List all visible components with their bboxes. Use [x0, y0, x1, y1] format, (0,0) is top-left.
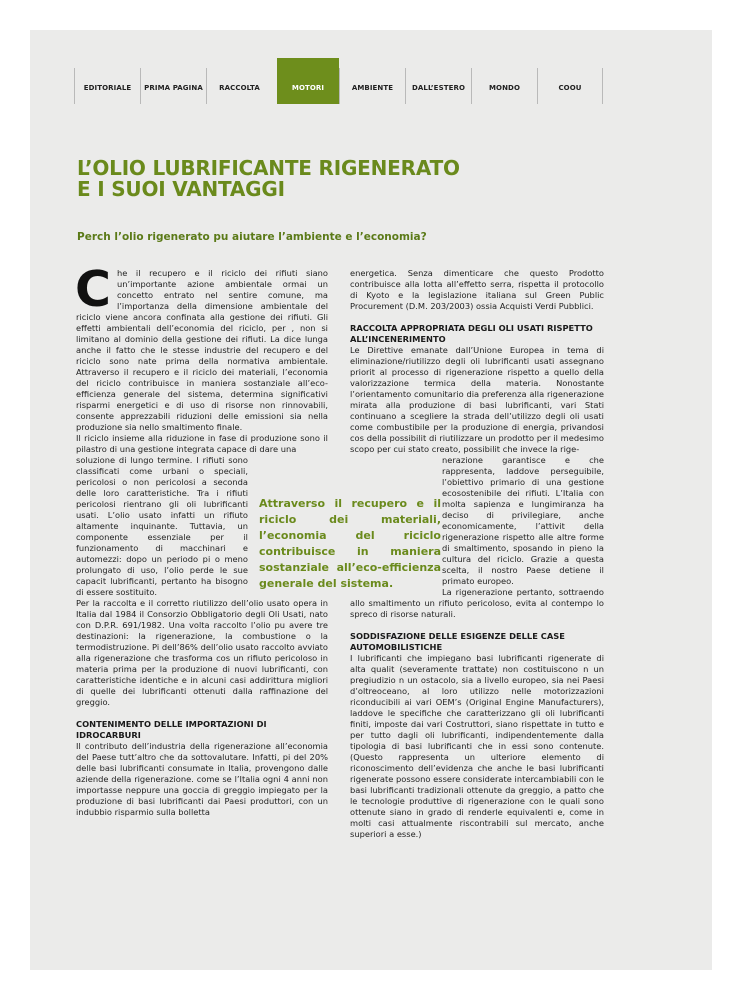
nav-item-mondo[interactable]: MONDO [471, 68, 537, 104]
paragraph: Per la raccolta e il corretto riutilizzo dell’olio usato opera in Italia dal 1984 il Consorzio Obbligatorio degli Oli Usati, nato con D.P.R. 691/1982. Una volta raccolto l’olio pu avere tre destinazioni: la rigenerazione, la combustione o la termodistruzione. Pi dell’86% dell’olio usato raccolto avviato alla rigenerazione che trasforma cos un rifiuto pericoloso in materia prima per la produzione di nuovi lubrificanti, con caratteristiche identiche e in alcuni casi addirittura migliori di quelle dei lubrificanti ottenuti dalla raffinazione del greggio. [76, 598, 328, 707]
magazine-page [30, 30, 712, 970]
drop-cap: C [75, 261, 111, 318]
article-subtitle: Perch l’olio rigenerato pu aiutare l’ambiente e l’economia? [77, 231, 427, 243]
pull-quote: Attraverso il recupero e il riciclo dei materiali, l’economia del riciclo contribuisce in maniera sostanziale all’eco-efficienza generale del sistema. [259, 497, 441, 590]
paragraph: La rigenerazione pertanto, sottraendo allo smaltimento un rifiuto pericoloso, evita al contempo lo spreco di risorse naturali. [350, 587, 604, 619]
article-title [77, 158, 497, 200]
nav-item-dall-estero[interactable]: DALL’ESTERO [405, 68, 471, 104]
nav-item-prima-pagina[interactable]: PRIMA PAGINA [140, 68, 206, 104]
nav-item-ambiente[interactable]: AMBIENTE [339, 68, 405, 104]
paragraph-wrapped: nerazione garantisce e che rappresenta, laddove perseguibile, l’obiettivo primario di una gestione ecosostenibile dei rifiuti. L’Italia con molta sapienza e lungimiranza ha deciso di privilegiare, anche economicamente, l’attivit della rigenerazione rispetto alle altre forme di smaltimento, sposando in pieno la cultura del riciclo. Grazie a questa scelta, il nostro Paese detiene il primato europeo. [442, 455, 604, 586]
intro-paragraph [75, 261, 328, 433]
nav-item-motori[interactable]: MOTORI [277, 58, 339, 104]
section-heading: SODDISFAZIONE DELLE ESIGENZE DELLE CASE AUTOMOBILISTICHE [350, 631, 565, 652]
intro-text: he il recupero e il riciclo dei rifiuti siano un’importante azione ambientale ormai un concetto entrato nel sentire comune, ma l’importanza della dimensione ambientale del riciclo viene ancora confinata alla gestione dei rifiuti. Gli effetti ambientali dell’economia del riciclo, per , non si limitano al dominio della gestione dei rifiuti. La dice lunga anche il fatto che le stesse industrie del recupero e del riciclo sono nate prima della normativa ambientale. Attraverso il recupero e il riciclo dei materiali, l’economia del riciclo contribuisce in maniera sostanziale all’eco-efficienza generale del sistema, determina significativi risparmi energetici e di uso di risorse non rinnovabili, consente apprezzabili riduzioni delle emissioni sia nella produzione sia nello smaltimento finale. [76, 268, 328, 432]
top-nav [74, 68, 606, 104]
nav-item-raccolta[interactable]: RACCOLTA [206, 68, 272, 104]
paragraph: energetica. Senza dimenticare che questo Prodotto contribuisce alla lotta all’effetto serra, rispetta il protocollo di Kyoto e la legislazione italiana sul Green Public Procurement (D.M. 203/2003) ossia Acquisti Verdi Pubblici. [350, 268, 604, 311]
nav-item-editoriale[interactable]: EDITORIALE [74, 68, 140, 104]
paragraph: Il riciclo insieme alla riduzione in fase di produzione sono il pilastro di una gestione integrata capace di dare una [76, 433, 328, 454]
paragraph-wrapped: soluzione di lungo termine. I rifiuti sono classificati come urbani o speciali, pericolosi o non pericolosi a seconda delle loro caratteristiche. Tra i rifiuti pericolosi rientrano gli oli lubrificanti usati. L’olio usato infatti un rifiuto altamente inquinante. Tuttavia, un componente essenziale per il funzionamento di macchinari e automezzi: dopo un periodo pi o meno prolungato di uso, l’olio perde le sue capacit lubrificanti, pertanto ha bisogno di essere sostituito. [76, 455, 248, 597]
article-title-line1: L’OLIO LUBRIFICANTE RIGENERATO [77, 156, 460, 180]
article-title-line2: E I SUOI VANTAGGI [77, 177, 285, 201]
paragraph: Le Direttive emanate dall’Unione Europea in tema di eliminazione/riutilizzo degli oli lubrificanti usati assegnano priorit al processo di rigenerazione rispetto a quello della valorizzazione termica della materia. Nonostante l’orientamento comunitario dia preferenza alla rigenerazione mirata alla produzione di basi lubrificanti, vari Stati continuano a scegliere la strada dell’utilizzo degli oli usati come combustibile per la produzione di energia, privandosi cos della possibilit di riutilizzare un prodotto per il medesimo scopo per cui stato creato, possibilit che invece la rige- [350, 345, 604, 454]
paragraph: Il contributo dell’industria della rigenerazione all’economia del Paese tutt’altro che da sottovalutare. Infatti, pi del 20% delle basi lubrificanti consumate in Italia, provengono dalle aziende della rigenerazione. come se l’Italia ogni 4 anni non importasse neppure una goccia di greggio impiegato per la produzione di basi lubrificanti dai Paesi produttori, con un indubbio risparmio sulla bolletta [76, 741, 328, 817]
section-heading: RACCOLTA APPROPRIATA DEGLI OLI USATI RISPETTO ALL’INCENERIMENTO [350, 323, 593, 344]
nav-item-coou[interactable]: COOU [537, 68, 603, 104]
section-heading: CONTENIMENTO DELLE IMPORTAZIONI DI IDROCARBURI [76, 719, 267, 740]
paragraph: I lubrificanti che impiegano basi lubrificanti rigenerate di alta qualit (severamente trattate) non costituiscono n un pregiudizio n un ostacolo, sia a livello europeo, sia nei Paesi d’oltreoceano, al loro utilizzo nelle motorizzazioni riconducibili ai vari OEM’s (Original Engine Manufacturers), laddove le specifiche che caratterizzano gli oli lubrificanti finiti, imposte dai vari Costruttori, siano rispettate in tutto e per tutto dagli oli lubrificanti, indipendentemente dalla tipologia di basi lubrificanti che in essi sono contenute. (Questo rappresenta un ulteriore elemento di riconoscimento dell’evidenza che anche le basi lubrificanti rigenerate possono essere considerate intercambiabili con le basi lubrificanti tradizionali ottenute da greggio, a patto che le tecnologie produttive di rigenerazione con le quali sono ottenute siano in grado di renderle equivalenti e, come in molti casi attualmente riscontrabili sul mercato, anche superiori a esse.) [350, 653, 604, 839]
